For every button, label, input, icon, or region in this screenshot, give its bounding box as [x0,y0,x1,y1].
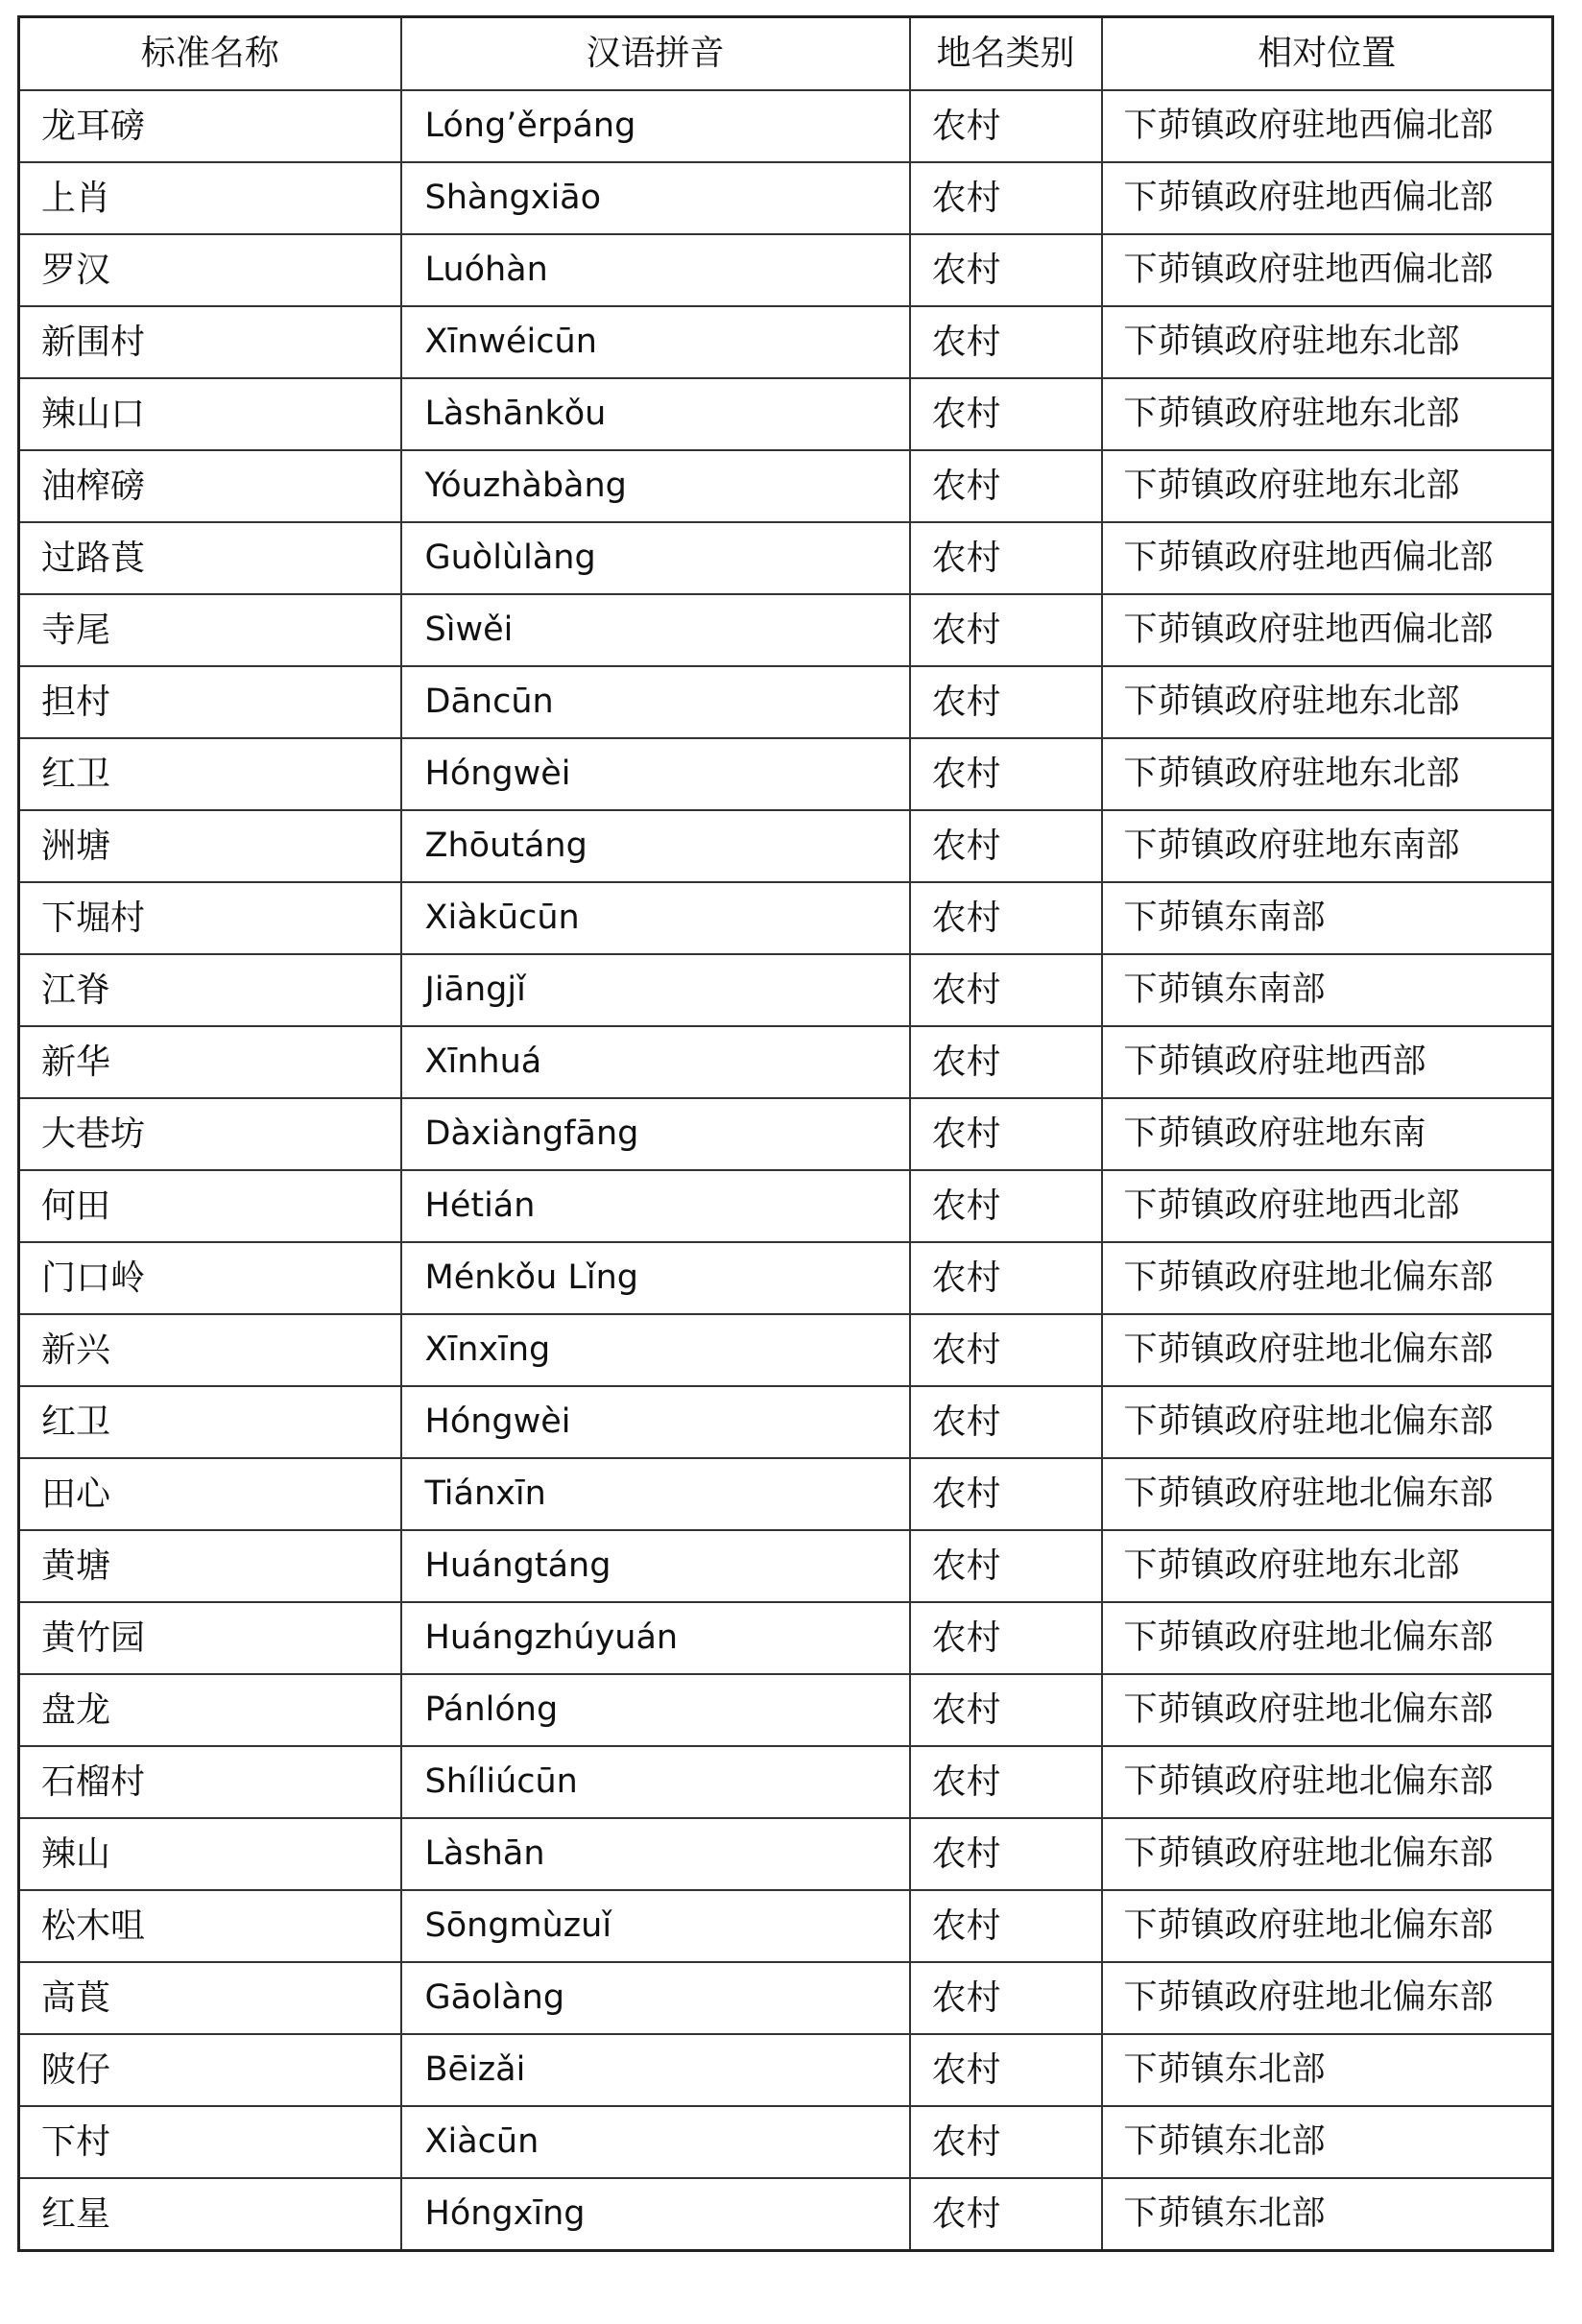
cell-pinyin: Pánlóng [401,1674,910,1746]
cell-standard-name: 新围村 [19,306,401,378]
cell-relative-position: 下茆镇东北部 [1102,2178,1553,2251]
table-row [19,1242,1553,1314]
cell-relative-position: 下茆镇政府驻地北偏东部 [1102,1386,1553,1458]
cell-standard-name: 上肖 [19,162,401,234]
cell-place-type: 农村 [910,1170,1102,1242]
table-row [19,378,1553,450]
cell-place-type: 农村 [910,2178,1102,2251]
header-standard-name: 标准名称 [19,17,401,91]
cell-pinyin: Hétián [401,1170,910,1242]
cell-relative-position: 下茆镇政府驻地东北部 [1102,666,1553,738]
cell-standard-name: 红卫 [19,738,401,810]
cell-place-type: 农村 [910,882,1102,954]
cell-standard-name: 龙耳磅 [19,90,401,162]
table-row [19,1026,1553,1098]
table-row [19,1314,1553,1386]
cell-pinyin: Shíliúcūn [401,1746,910,1818]
cell-pinyin: Dāncūn [401,666,910,738]
cell-relative-position: 下茆镇政府驻地北偏东部 [1102,1314,1553,1386]
table-row [19,90,1553,162]
cell-relative-position: 下茆镇政府驻地西偏北部 [1102,594,1553,666]
cell-place-type: 农村 [910,1026,1102,1098]
cell-relative-position: 下茆镇政府驻地北偏东部 [1102,1674,1553,1746]
table-row [19,954,1553,1026]
table-row [19,1818,1553,1890]
cell-pinyin: Ménkǒu Lǐng [401,1242,910,1314]
cell-relative-position: 下茆镇政府驻地西偏北部 [1102,90,1553,162]
cell-place-type: 农村 [910,594,1102,666]
cell-relative-position: 下茆镇政府驻地西偏北部 [1102,162,1553,234]
cell-pinyin: Xīnwéicūn [401,306,910,378]
cell-pinyin: Xiàkūcūn [401,882,910,954]
cell-standard-name: 陂仔 [19,2034,401,2106]
cell-place-type: 农村 [910,1530,1102,1602]
table-row [19,1746,1553,1818]
cell-pinyin: Sìwěi [401,594,910,666]
cell-place-type: 农村 [910,1602,1102,1674]
cell-pinyin: Xīnxīng [401,1314,910,1386]
cell-pinyin: Làshānkǒu [401,378,910,450]
cell-standard-name: 辣山口 [19,378,401,450]
table-row [19,522,1553,594]
cell-standard-name: 盘龙 [19,1674,401,1746]
cell-pinyin: Tiánxīn [401,1458,910,1530]
cell-standard-name: 下村 [19,2106,401,2178]
table-header [19,17,1553,91]
table-row [19,162,1553,234]
cell-pinyin: Lóng’ěrpáng [401,90,910,162]
header-row [19,17,1553,91]
cell-place-type: 农村 [910,666,1102,738]
place-name-table-sheet [17,15,1551,2252]
table-row [19,1530,1553,1602]
cell-place-type: 农村 [910,1314,1102,1386]
cell-pinyin: Hóngwèi [401,738,910,810]
cell-pinyin: Hóngwèi [401,1386,910,1458]
header-pinyin: 汉语拼音 [401,17,910,91]
cell-standard-name: 石榴村 [19,1746,401,1818]
header-place-type: 地名类别 [910,17,1102,91]
cell-place-type: 农村 [910,954,1102,1026]
cell-pinyin: Jiāngjǐ [401,954,910,1026]
cell-relative-position: 下茆镇政府驻地北偏东部 [1102,1962,1553,2034]
cell-relative-position: 下茆镇政府驻地西偏北部 [1102,234,1553,306]
place-name-table [17,15,1554,2252]
cell-relative-position: 下茆镇政府驻地北偏东部 [1102,1458,1553,1530]
cell-standard-name: 红卫 [19,1386,401,1458]
cell-place-type: 农村 [910,90,1102,162]
cell-pinyin: Huángzhúyuán [401,1602,910,1674]
cell-standard-name: 黄塘 [19,1530,401,1602]
cell-relative-position: 下茆镇政府驻地东北部 [1102,378,1553,450]
cell-relative-position: 下茆镇政府驻地北偏东部 [1102,1746,1553,1818]
cell-pinyin: Yóuzhàbàng [401,450,910,522]
header-relative-position: 相对位置 [1102,17,1553,91]
cell-standard-name: 黄竹园 [19,1602,401,1674]
table-row [19,1962,1553,2034]
table-row [19,2034,1553,2106]
cell-relative-position: 下茆镇政府驻地北偏东部 [1102,1818,1553,1890]
table-row [19,1170,1553,1242]
cell-standard-name: 过路莨 [19,522,401,594]
cell-place-type: 农村 [910,450,1102,522]
cell-relative-position: 下茆镇东南部 [1102,882,1553,954]
table-row [19,2106,1553,2178]
cell-standard-name: 新兴 [19,1314,401,1386]
cell-standard-name: 罗汉 [19,234,401,306]
cell-place-type: 农村 [910,522,1102,594]
table-row [19,1602,1553,1674]
cell-pinyin: Xiàcūn [401,2106,910,2178]
cell-pinyin: Sōngmùzuǐ [401,1890,910,1962]
cell-standard-name: 大巷坊 [19,1098,401,1170]
cell-relative-position: 下茆镇政府驻地东南部 [1102,810,1553,882]
cell-standard-name: 担村 [19,666,401,738]
cell-pinyin: Zhōutáng [401,810,910,882]
cell-place-type: 农村 [910,1818,1102,1890]
cell-place-type: 农村 [910,1098,1102,1170]
cell-pinyin: Bēizǎi [401,2034,910,2106]
cell-place-type: 农村 [910,1674,1102,1746]
cell-pinyin: Luóhàn [401,234,910,306]
cell-place-type: 农村 [910,162,1102,234]
cell-standard-name: 江脊 [19,954,401,1026]
cell-relative-position: 下茆镇政府驻地东北部 [1102,738,1553,810]
cell-place-type: 农村 [910,1386,1102,1458]
cell-standard-name: 辣山 [19,1818,401,1890]
cell-place-type: 农村 [910,2034,1102,2106]
cell-standard-name: 田心 [19,1458,401,1530]
table-row [19,234,1553,306]
cell-pinyin: Hóngxīng [401,2178,910,2251]
table-row [19,882,1553,954]
table-row [19,2178,1553,2251]
cell-relative-position: 下茆镇政府驻地西偏北部 [1102,522,1553,594]
table-row [19,810,1553,882]
cell-standard-name: 高莨 [19,1962,401,2034]
table-row [19,666,1553,738]
cell-relative-position: 下茆镇东北部 [1102,2106,1553,2178]
cell-place-type: 农村 [910,1962,1102,2034]
cell-place-type: 农村 [910,1242,1102,1314]
cell-relative-position: 下茆镇政府驻地北偏东部 [1102,1602,1553,1674]
cell-place-type: 农村 [910,1458,1102,1530]
cell-place-type: 农村 [910,234,1102,306]
cell-place-type: 农村 [910,1746,1102,1818]
table-row [19,306,1553,378]
table-row [19,1674,1553,1746]
cell-relative-position: 下茆镇东北部 [1102,2034,1553,2106]
cell-pinyin: Shàngxiāo [401,162,910,234]
cell-place-type: 农村 [910,378,1102,450]
cell-relative-position: 下茆镇政府驻地东北部 [1102,306,1553,378]
cell-place-type: 农村 [910,810,1102,882]
cell-standard-name: 下堀村 [19,882,401,954]
cell-relative-position: 下茆镇政府驻地东南 [1102,1098,1553,1170]
table-row [19,738,1553,810]
cell-standard-name: 油榨磅 [19,450,401,522]
table-row [19,1386,1553,1458]
cell-pinyin: Huángtáng [401,1530,910,1602]
cell-relative-position: 下茆镇东南部 [1102,954,1553,1026]
cell-place-type: 农村 [910,306,1102,378]
cell-standard-name: 洲塘 [19,810,401,882]
cell-relative-position: 下茆镇政府驻地东北部 [1102,450,1553,522]
table-row [19,1098,1553,1170]
cell-relative-position: 下茆镇政府驻地北偏东部 [1102,1242,1553,1314]
cell-standard-name: 何田 [19,1170,401,1242]
cell-standard-name: 门口岭 [19,1242,401,1314]
cell-relative-position: 下茆镇政府驻地西北部 [1102,1170,1553,1242]
cell-place-type: 农村 [910,738,1102,810]
table-body [19,90,1553,2251]
cell-relative-position: 下茆镇政府驻地西部 [1102,1026,1553,1098]
cell-relative-position: 下茆镇政府驻地北偏东部 [1102,1890,1553,1962]
cell-pinyin: Làshān [401,1818,910,1890]
cell-pinyin: Gāolàng [401,1962,910,2034]
cell-place-type: 农村 [910,1890,1102,1962]
cell-standard-name: 新华 [19,1026,401,1098]
cell-standard-name: 红星 [19,2178,401,2251]
cell-relative-position: 下茆镇政府驻地东北部 [1102,1530,1553,1602]
cell-standard-name: 寺尾 [19,594,401,666]
table-row [19,594,1553,666]
table-row [19,1458,1553,1530]
cell-pinyin: Dàxiàngfāng [401,1098,910,1170]
cell-pinyin: Xīnhuá [401,1026,910,1098]
table-row [19,1890,1553,1962]
table-row [19,450,1553,522]
cell-place-type: 农村 [910,2106,1102,2178]
cell-standard-name: 松木咀 [19,1890,401,1962]
cell-pinyin: Guòlùlàng [401,522,910,594]
